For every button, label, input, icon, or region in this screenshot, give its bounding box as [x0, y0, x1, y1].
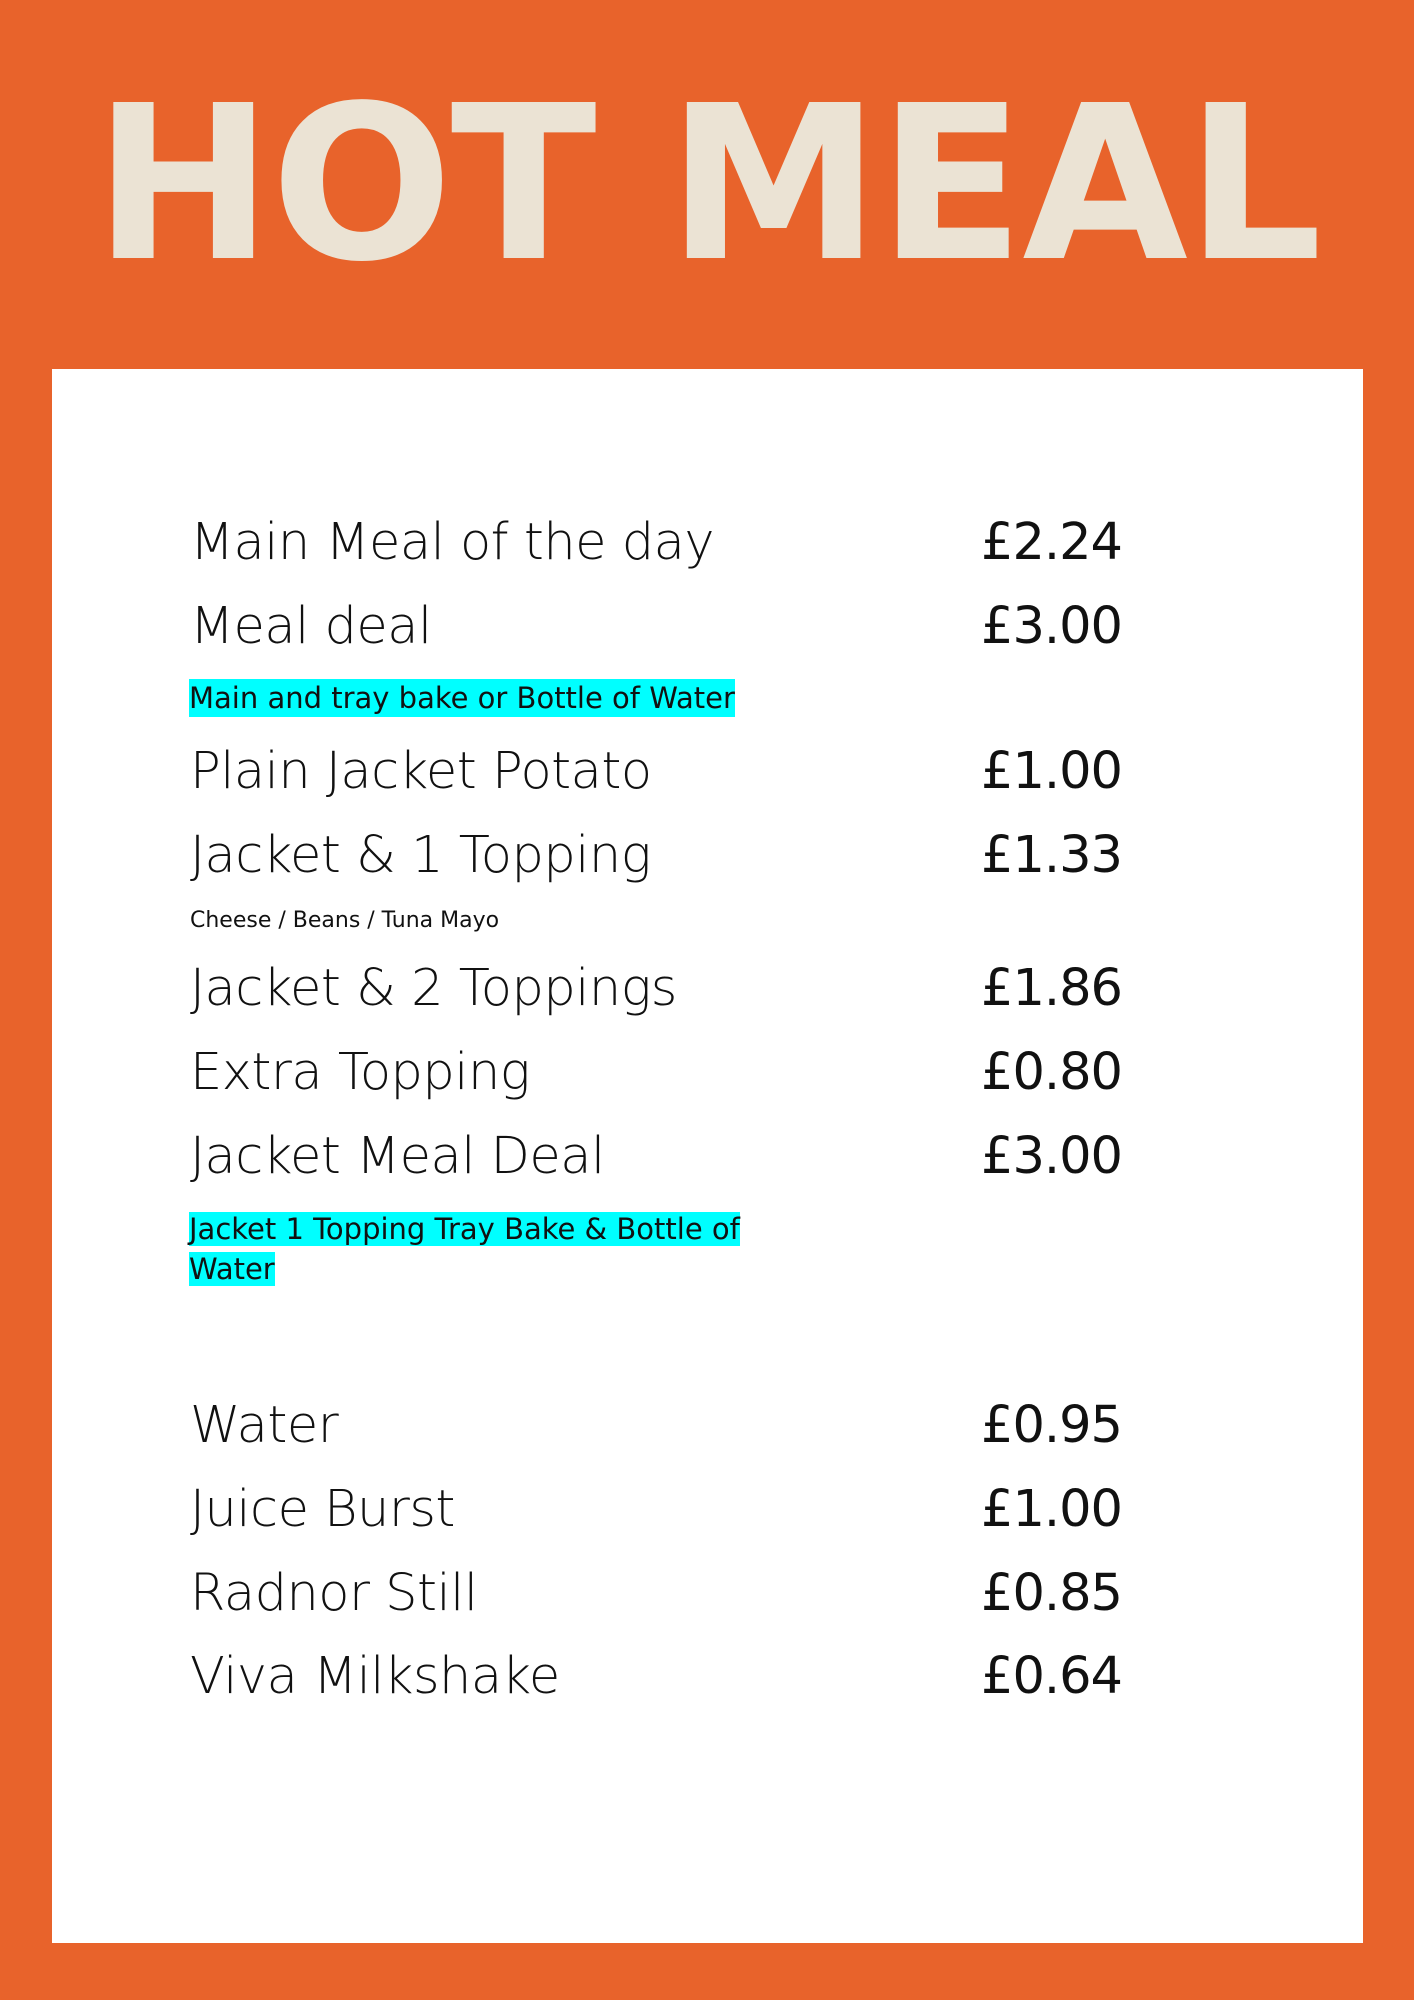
item-name: Viva Milkshake: [190, 1647, 560, 1706]
jacket-meal-deal-note-line1: Jacket 1 Topping Tray Bake & Bottle of: [189, 1212, 740, 1246]
menu-item-jacket-2-toppings: [190, 959, 1123, 1019]
item-price: £0.95: [981, 1396, 1123, 1455]
item-name: Jacket & 1 Topping: [190, 826, 651, 885]
item-price: £0.80: [981, 1043, 1123, 1102]
item-name: Main Meal of the day: [190, 513, 715, 572]
item-price: £1.33: [981, 826, 1123, 885]
item-price: £0.64: [981, 1647, 1123, 1706]
item-name: Jacket Meal Deal: [190, 1127, 605, 1186]
item-price: £1.00: [981, 1480, 1123, 1539]
menu-item-water: [190, 1396, 1123, 1456]
toppings-note: Cheese / Beans / Tuna Mayo: [190, 908, 500, 933]
item-price: £3.00: [981, 597, 1123, 656]
item-name: Jacket & 2 Toppings: [190, 959, 677, 1018]
item-name: Juice Burst: [190, 1480, 455, 1539]
item-price: £0.85: [981, 1564, 1123, 1623]
item-name: Radnor Still: [190, 1564, 478, 1623]
menu-item-radnor-still: [190, 1564, 1123, 1624]
item-price: £1.86: [981, 959, 1123, 1018]
menu-item-extra-topping: [190, 1043, 1123, 1103]
menu-item-plain-jacket: [190, 742, 1123, 802]
page-title: HOT MEAL: [93, 60, 1321, 309]
jacket-meal-deal-note: [189, 1209, 825, 1289]
jacket-meal-deal-note-line2: Water: [189, 1252, 275, 1286]
menu-item-meal-deal: [190, 597, 1123, 657]
item-price: £1.00: [981, 742, 1123, 801]
item-price: £3.00: [981, 1127, 1123, 1186]
item-price: £2.24: [981, 513, 1123, 572]
menu-item-viva-milkshake: [190, 1647, 1123, 1707]
menu-item-juice-burst: [190, 1480, 1123, 1540]
menu-item-jacket-meal-deal: [190, 1127, 1123, 1187]
menu-item-jacket-1-topping: [190, 826, 1123, 886]
meal-deal-note: Main and tray bake or Bottle of Water: [189, 681, 735, 715]
item-name: Meal deal: [190, 597, 432, 656]
item-name: Water: [190, 1396, 339, 1455]
menu-item-main-meal: [190, 513, 1123, 573]
item-name: Plain Jacket Potato: [190, 742, 652, 801]
item-name: Extra Topping: [190, 1043, 530, 1102]
